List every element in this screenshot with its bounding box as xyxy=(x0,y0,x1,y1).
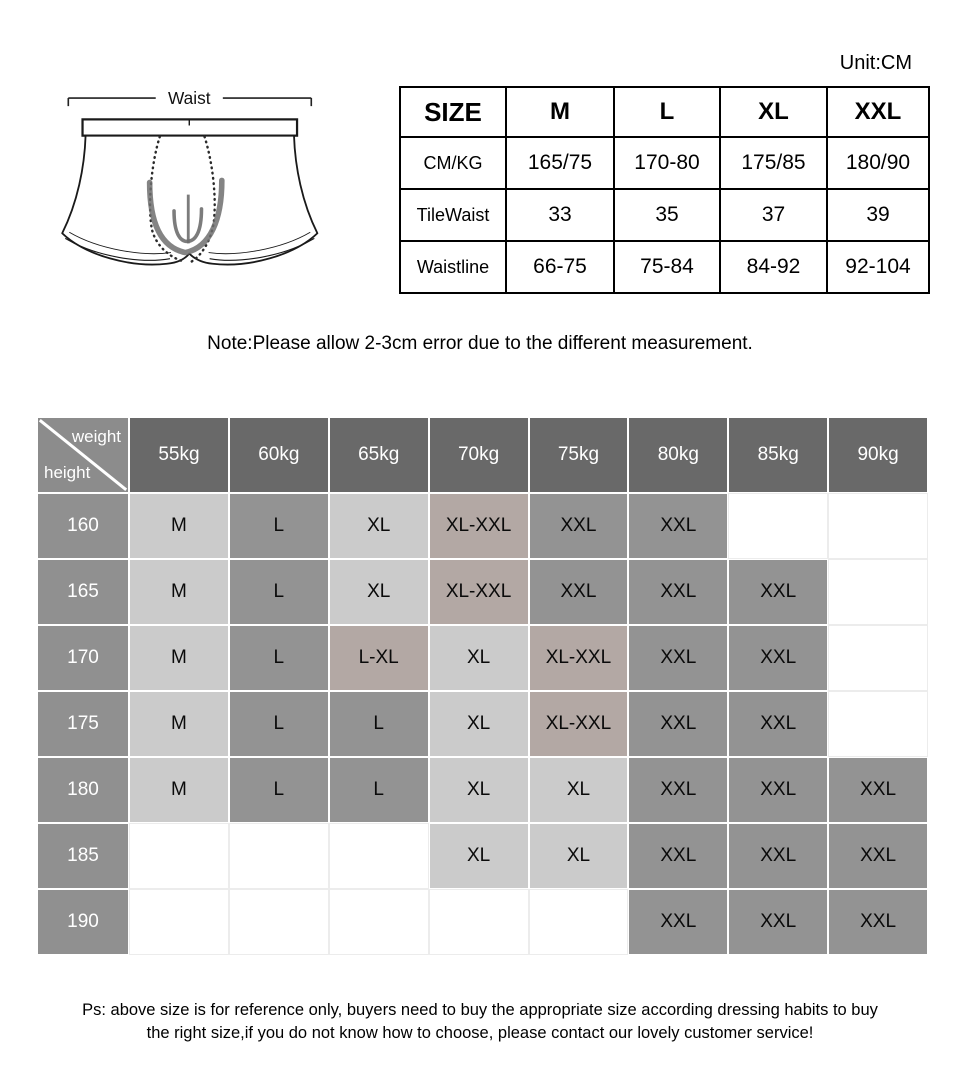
footer-note xyxy=(0,999,960,1045)
size-value-XL: 84-92 xyxy=(720,241,827,293)
weight-col-75kg: 75kg xyxy=(530,418,628,492)
size-value-XXL: 92-104 xyxy=(827,241,929,293)
size-value-XXL: 39 xyxy=(827,189,929,241)
cell-165-60kg: L xyxy=(230,560,328,624)
cell-170-80kg: XXL xyxy=(629,626,727,690)
size-row-cmkg xyxy=(400,137,929,189)
cell-180-80kg: XXL xyxy=(629,758,727,822)
size-value-XXL: 180/90 xyxy=(827,137,929,189)
cell-180-90kg: XXL xyxy=(829,758,927,822)
cell-170-70kg: XL xyxy=(430,626,528,690)
cell-185-70kg: XL xyxy=(430,824,528,888)
cell-185-85kg: XXL xyxy=(729,824,827,888)
size-row-label: TileWaist xyxy=(400,189,506,241)
height-row-190: 190 xyxy=(38,890,128,954)
size-row-label: CM/KG xyxy=(400,137,506,189)
cell-175-90kg xyxy=(829,692,927,756)
cell-180-65kg: L xyxy=(330,758,428,822)
cell-165-85kg: XXL xyxy=(729,560,827,624)
size-col-M: M xyxy=(506,87,614,137)
size-row-label: Waistline xyxy=(400,241,506,293)
height-row-160: 160 xyxy=(38,494,128,558)
weight-col-90kg: 90kg xyxy=(829,418,927,492)
footer-line-1: Ps: above size is for reference only, buyers need to buy the appropriate size according dressing habits to buy xyxy=(82,1001,878,1019)
matrix-body xyxy=(38,494,927,954)
cell-185-80kg: XXL xyxy=(629,824,727,888)
corner-weight-label: weight xyxy=(71,427,121,446)
cell-165-70kg: XL-XXL xyxy=(430,560,528,624)
height-weight-matrix xyxy=(36,416,929,956)
weight-col-80kg: 80kg xyxy=(629,418,727,492)
measurement-note: Note:Please allow 2-3cm error due to the different measurement. xyxy=(207,333,753,354)
size-value-M: 165/75 xyxy=(506,137,614,189)
matrix-row-180 xyxy=(38,758,927,822)
cell-170-55kg: M xyxy=(130,626,228,690)
height-row-185: 185 xyxy=(38,824,128,888)
matrix-row-165 xyxy=(38,560,927,624)
size-row-tilewaist xyxy=(400,189,929,241)
unit-label: Unit:CM xyxy=(839,52,912,74)
cell-160-75kg: XXL xyxy=(530,494,628,558)
size-value-M: 66-75 xyxy=(506,241,614,293)
cell-170-90kg xyxy=(829,626,927,690)
size-col-L: L xyxy=(614,87,720,137)
waist-label: Waist xyxy=(168,88,211,109)
matrix-corner-cell xyxy=(38,418,128,492)
cell-175-55kg: M xyxy=(130,692,228,756)
cell-160-55kg: M xyxy=(130,494,228,558)
cell-165-65kg: XL xyxy=(330,560,428,624)
cell-175-65kg: L xyxy=(330,692,428,756)
size-value-L: 75-84 xyxy=(614,241,720,293)
cell-160-85kg xyxy=(729,494,827,558)
cell-185-65kg xyxy=(330,824,428,888)
cell-175-85kg: XXL xyxy=(729,692,827,756)
cell-185-75kg: XL xyxy=(530,824,628,888)
cell-190-65kg xyxy=(330,890,428,954)
cell-180-70kg: XL xyxy=(430,758,528,822)
size-col-XXL: XXL xyxy=(827,87,929,137)
cell-190-70kg xyxy=(430,890,528,954)
cell-180-85kg: XXL xyxy=(729,758,827,822)
size-table-body xyxy=(400,137,929,293)
cell-170-60kg: L xyxy=(230,626,328,690)
cell-185-60kg xyxy=(230,824,328,888)
cell-160-80kg: XXL xyxy=(629,494,727,558)
cell-160-65kg: XL xyxy=(330,494,428,558)
size-value-XL: 175/85 xyxy=(720,137,827,189)
cell-175-60kg: L xyxy=(230,692,328,756)
weight-col-65kg: 65kg xyxy=(330,418,428,492)
matrix-row-170 xyxy=(38,626,927,690)
cell-190-90kg: XXL xyxy=(829,890,927,954)
cell-170-85kg: XXL xyxy=(729,626,827,690)
height-row-175: 175 xyxy=(38,692,128,756)
cell-175-70kg: XL xyxy=(430,692,528,756)
cell-165-75kg: XXL xyxy=(530,560,628,624)
cell-175-80kg: XXL xyxy=(629,692,727,756)
footer-line-2: the right size,if you do not know how to choose, please contact our lovely customer service! xyxy=(146,1024,814,1043)
matrix-header-row xyxy=(38,418,927,492)
corner-height-label: height xyxy=(44,463,91,482)
cell-180-75kg: XL xyxy=(530,758,628,822)
cell-170-75kg: XL-XXL xyxy=(530,626,628,690)
cell-165-90kg xyxy=(829,560,927,624)
cell-190-85kg: XXL xyxy=(729,890,827,954)
size-value-XL: 37 xyxy=(720,189,827,241)
cell-180-60kg: L xyxy=(230,758,328,822)
size-header-cell: SIZE xyxy=(400,87,506,137)
cell-165-80kg: XXL xyxy=(629,560,727,624)
boxer-illustration-icon xyxy=(50,80,355,295)
height-row-170: 170 xyxy=(38,626,128,690)
cell-160-90kg xyxy=(829,494,927,558)
cell-180-55kg: M xyxy=(130,758,228,822)
weight-col-55kg: 55kg xyxy=(130,418,228,492)
cell-190-60kg xyxy=(230,890,328,954)
cell-190-80kg: XXL xyxy=(629,890,727,954)
size-value-L: 170-80 xyxy=(614,137,720,189)
height-row-180: 180 xyxy=(38,758,128,822)
matrix-row-160 xyxy=(38,494,927,558)
cell-175-75kg: XL-XXL xyxy=(530,692,628,756)
cell-160-70kg: XL-XXL xyxy=(430,494,528,558)
height-row-165: 165 xyxy=(38,560,128,624)
matrix-row-185 xyxy=(38,824,927,888)
cell-185-55kg xyxy=(130,824,228,888)
size-col-XL: XL xyxy=(720,87,827,137)
size-row-waistline xyxy=(400,241,929,293)
cell-165-55kg: M xyxy=(130,560,228,624)
matrix-row-190 xyxy=(38,890,927,954)
size-value-L: 35 xyxy=(614,189,720,241)
weight-col-60kg: 60kg xyxy=(230,418,328,492)
cell-170-65kg: L-XL xyxy=(330,626,428,690)
size-table-header-row xyxy=(400,87,929,137)
cell-160-60kg: L xyxy=(230,494,328,558)
cell-190-75kg xyxy=(530,890,628,954)
weight-col-85kg: 85kg xyxy=(729,418,827,492)
weight-col-70kg: 70kg xyxy=(430,418,528,492)
size-value-M: 33 xyxy=(506,189,614,241)
cell-190-55kg xyxy=(130,890,228,954)
size-table xyxy=(399,86,930,294)
matrix-row-175 xyxy=(38,692,927,756)
cell-185-90kg: XXL xyxy=(829,824,927,888)
